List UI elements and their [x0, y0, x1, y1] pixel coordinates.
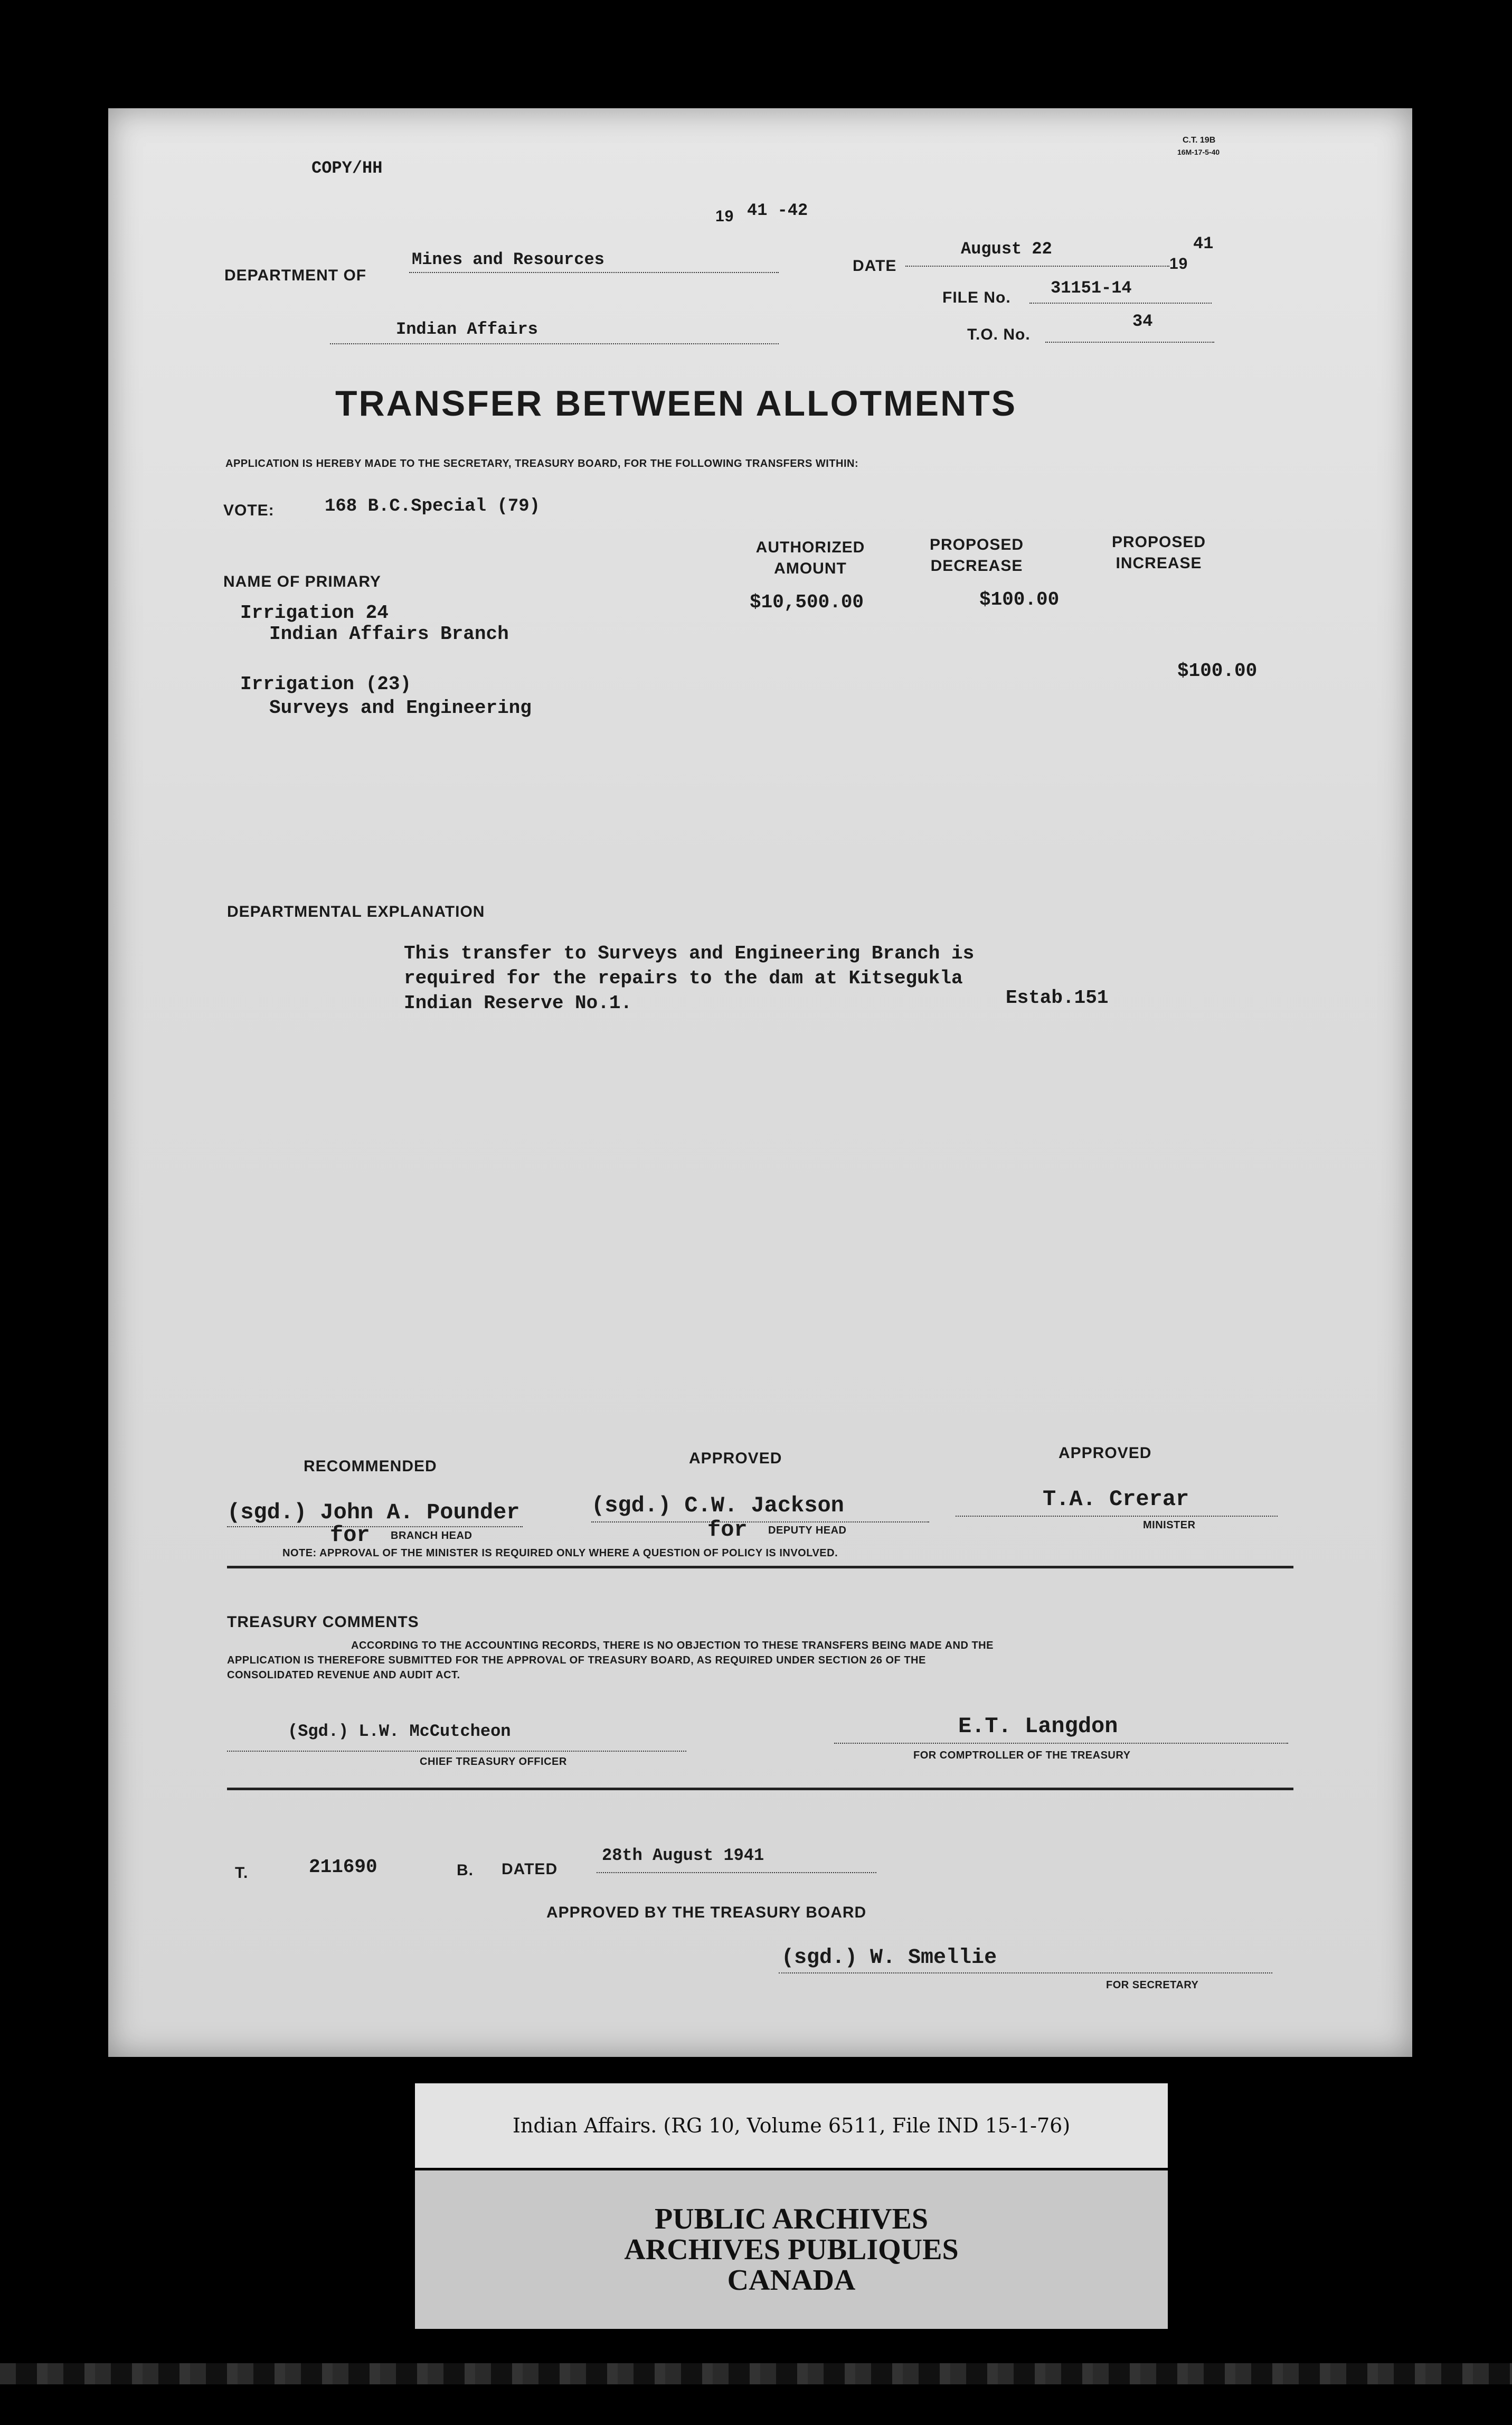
approved-sig-line-2 [956, 1516, 1278, 1517]
deputy-head-title: DEPUTY HEAD [768, 1525, 847, 1536]
file-underline [1029, 303, 1212, 304]
treasury-comments-label: TREASURY COMMENTS [227, 1613, 419, 1631]
policy-note: NOTE: APPROVAL OF THE MINISTER IS REQUIRED ONLY WHERE A QUESTION OF POLICY IS INVOLVED. [282, 1547, 838, 1559]
date-year-prefix: 19 [1169, 255, 1188, 272]
approved-signature-1: (sgd.) C.W. Jackson [591, 1493, 844, 1518]
minister-title: MINISTER [1143, 1519, 1196, 1531]
film-edge-strip [0, 2363, 1512, 2384]
explanation-label: DEPARTMENTAL EXPLANATION [227, 903, 485, 920]
comptroller-title: FOR COMPTROLLER OF THE TREASURY [913, 1750, 1131, 1761]
to-label: T.O. No. [967, 326, 1031, 343]
authorized-header-2: AMOUNT [774, 560, 847, 577]
recommended-label: RECOMMENDED [304, 1458, 437, 1475]
comptroller-line [834, 1743, 1288, 1744]
treasury-officer-line [227, 1751, 686, 1752]
department-sub-underline [330, 343, 779, 344]
dated-label: DATED [502, 1860, 558, 1878]
secretary-signature: (sgd.) W. Smellie [781, 1946, 997, 1970]
date-underline [905, 266, 1169, 267]
vote-value: 168 B.C.Special (79) [325, 496, 541, 516]
row2-line2: Surveys and Engineering [269, 697, 532, 719]
approved-signature-2: T.A. Crerar [1043, 1487, 1189, 1512]
approved-label-1: APPROVED [689, 1450, 782, 1467]
row1-line2: Indian Affairs Branch [269, 623, 509, 645]
form-title: TRANSFER BETWEEN ALLOTMENTS [335, 383, 1017, 424]
row2-line1: Irrigation (23) [240, 673, 412, 695]
to-underline [1045, 342, 1214, 343]
comptroller-signature: E.T. Langdon [958, 1714, 1118, 1739]
dated-value: 28th August 1941 [602, 1846, 764, 1865]
increase-header-1: PROPOSED [1111, 533, 1206, 551]
row1-authorized: $10,500.00 [750, 591, 864, 613]
branch-head-title: BRANCH HEAD [391, 1530, 472, 1542]
to-value: 34 [1132, 312, 1153, 331]
file-value: 31151-14 [1051, 278, 1132, 298]
approved-by-board: APPROVED BY THE TREASURY BOARD [546, 1904, 867, 1921]
application-text: APPLICATION IS HEREBY MADE TO THE SECRETARY, TREASURY BOARD, FOR THE FOLLOWING TRANSFERS WITHIN: [225, 458, 859, 469]
explanation-line1: This transfer to Surveys and Engineering Branch is [404, 943, 975, 964]
department-underline [409, 272, 779, 273]
form-print-code: 16M-17-5-40 [1177, 148, 1220, 156]
row1-decrease: $100.00 [979, 589, 1060, 610]
t-value: 211690 [309, 1856, 377, 1878]
authorized-header-1: AUTHORIZED [755, 539, 865, 556]
archive-line-2: ARCHIVES PUBLIQUES [624, 2233, 959, 2266]
treasury-officer-signature: (Sgd.) L.W. McCutcheon [288, 1722, 511, 1741]
treasury-officer-title: CHIEF TREASURY OFFICER [420, 1756, 567, 1768]
explanation-line2: required for the repairs to the dam at Kitsegukla [404, 967, 963, 989]
archive-reference: Indian Affairs. (RG 10, Volume 6511, File IND 15-1-76) [512, 2114, 1071, 2137]
dated-underline [597, 1872, 876, 1873]
fiscal-year-value: 41 -42 [747, 201, 808, 220]
copy-mark: COPY/HH [311, 158, 383, 178]
for-mark-2: for [707, 1517, 748, 1543]
department-value: Mines and Resources [412, 250, 604, 269]
form-sheet [108, 108, 1412, 2057]
fiscal-year-prefix: 19 [715, 208, 734, 225]
treasury-text-line2: APPLICATION IS THEREFORE SUBMITTED FOR THE APPROVAL OF TREASURY BOARD, AS REQUIRED UNDER SECTION 26 OF THE [227, 1655, 926, 1666]
decrease-header-1: PROPOSED [929, 536, 1024, 553]
archive-reference-label [415, 2083, 1168, 2168]
department-label: DEPARTMENT OF [224, 267, 367, 284]
recommended-sig-line [227, 1526, 523, 1527]
t-label: T. [235, 1864, 249, 1882]
for-mark-1: for [330, 1522, 370, 1548]
row1-line1: Irrigation 24 [240, 602, 389, 624]
file-label: FILE No. [942, 289, 1011, 306]
name-of-primary-header: NAME OF PRIMARY [223, 573, 381, 590]
vote-label: VOTE: [223, 502, 275, 519]
date-value: August 22 [961, 239, 1052, 259]
treasury-text-line3: CONSOLIDATED REVENUE AND AUDIT ACT. [227, 1669, 460, 1681]
department-sub-value: Indian Affairs [396, 319, 538, 339]
explanation-line3: Indian Reserve No.1. [404, 992, 632, 1014]
archive-line-3: CANADA [727, 2264, 856, 2297]
form-number: C.T. 19B [1183, 136, 1216, 145]
b-label: B. [457, 1862, 474, 1879]
explanation-estab: Estab.151 [1006, 987, 1109, 1009]
secretary-line [779, 1972, 1272, 1973]
approved-sig-line-1 [591, 1521, 929, 1522]
secretary-title: FOR SECRETARY [1106, 1979, 1199, 1991]
recommended-signature: (sgd.) John A. Pounder [227, 1500, 520, 1525]
treasury-text-line1: ACCORDING TO THE ACCOUNTING RECORDS, THERE IS NO OBJECTION TO THESE TRANSFERS BEING MADE AND THE [351, 1640, 994, 1651]
note-rule [227, 1566, 1293, 1568]
archive-stamp [415, 2170, 1168, 2329]
treasury-rule [227, 1788, 1293, 1790]
decrease-header-2: DECREASE [930, 557, 1023, 575]
date-label: DATE [853, 257, 897, 275]
approved-label-2: APPROVED [1059, 1444, 1152, 1462]
date-year-value: 41 [1193, 234, 1214, 253]
increase-header-2: INCREASE [1116, 554, 1202, 572]
archive-line-1: PUBLIC ARCHIVES [654, 2203, 929, 2235]
row2-increase: $100.00 [1177, 660, 1258, 682]
